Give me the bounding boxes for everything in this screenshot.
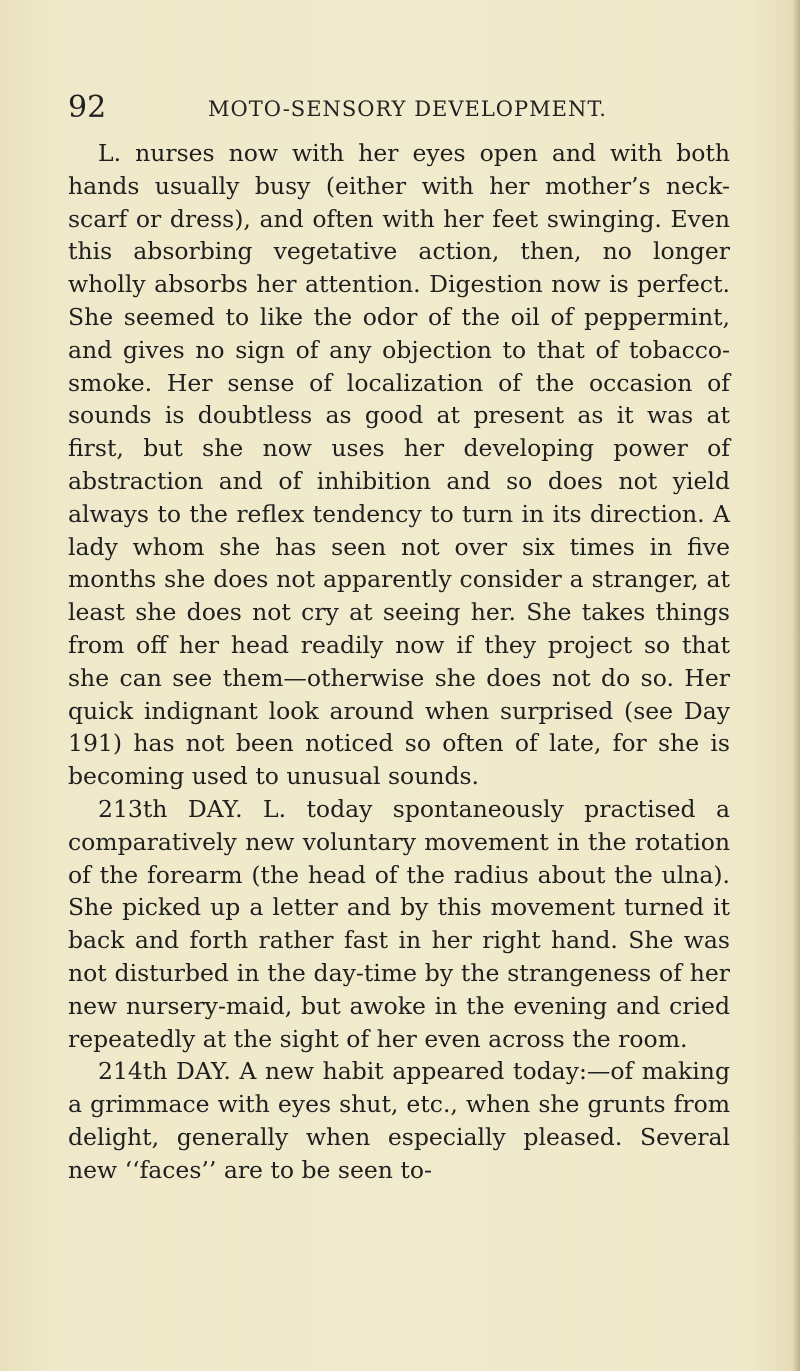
running-head: MOTO-SENSORY DEVELOPMENT.: [208, 97, 607, 121]
paragraph-2: 213th DAY. L. today spontaneously practised a comparatively new voluntary movement in the rotation of the forearm (the head of the radius about the ulna). She picked up a letter and by this movement turned it back and forth rather fast in her right hand. She was not disturbed in the day-time by the strangeness of her new nursery-maid, but awoke in the evening and cried repeatedly at the sight of her even across the room.: [68, 794, 730, 1053]
paragraph-1: L. nurses now with her eyes open and with both hands usually busy (either with her mother’s neck-scarf or dress), and often with her feet swinging. Even this absorbing vegetative action, then, no longer wholly absorbs her attention. Digestion now is perfect. She seemed to like the odor of the oil of peppermint, and gives no sign of any objection to that of tobacco-smoke. Her sense of localization of the occasion of sounds is doubtless as good at present as it was at first, but she now uses her developing power of abstraction and of inhibition and so does not yield always to the reflex tendency to turn in its direction. A lady whom she has seen not over six times in five months she does not apparently consider a stranger, at least she does not cry at seeing her. She takes things from off her head readily now if they project so that she can see them—otherwise she does not do so. Her quick indignant look around when surprised (see Day 191) has not been noticed so often of late, for she is becoming used to unusual sounds.: [68, 139, 730, 791]
page-number: 92: [68, 90, 107, 125]
page-edge-shadow: [792, 0, 800, 1371]
paragraph-3: 214th DAY. A new habit appeared today:—of making a grimmace with eyes shut, etc., when she grunts from delight, generally when especially pleased. Several new ‘‘faces’’ are to be seen to-: [68, 1057, 730, 1184]
body-text: [68, 137, 730, 1187]
page-header: [68, 88, 728, 128]
